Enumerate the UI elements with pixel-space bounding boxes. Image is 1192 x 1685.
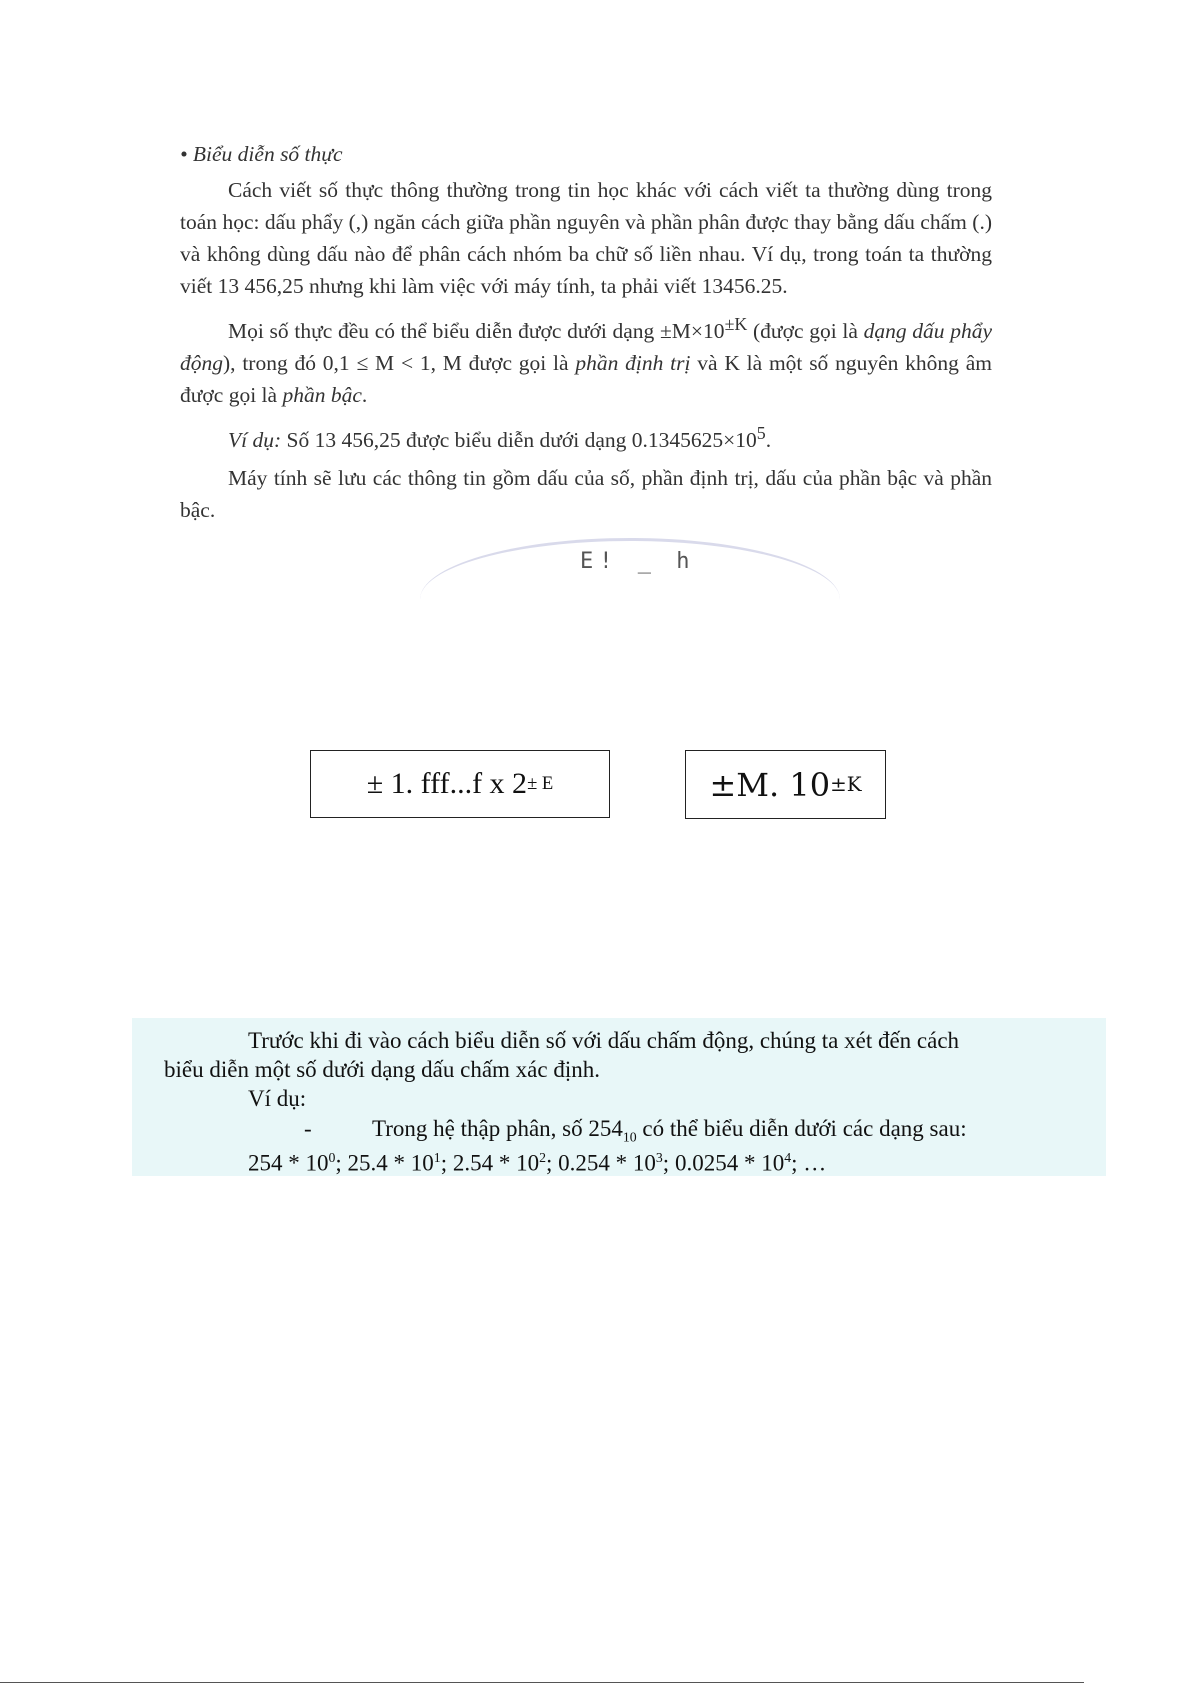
sep-3: ; [662,1150,675,1176]
example-3-exp: 3 [655,1150,663,1165]
example-0-exp: 0 [328,1150,336,1165]
p2-term-exponent: phần bậc [282,383,362,408]
example-1-exp: 1 [433,1150,441,1165]
ellipsis: … [803,1150,827,1176]
p2-text-d: và K là một số nguyên không âm được gọi là [180,351,992,408]
p2-text-c: ), trong đó 0,1 ≤ M < 1, M được gọi là [223,351,576,376]
sep-2: ; [546,1150,559,1176]
example-label: Ví dụ: [228,428,282,453]
formula-decimal-base: ±M. 10 [709,765,831,804]
p2-term-mantissa: phần định trị [575,351,691,376]
example-2-base: 2.54 * 10 [452,1150,540,1176]
formula-decimal-float [685,750,886,819]
paragraph-floating-point-form [180,308,992,411]
panel-line-1: Trước khi đi vào cách biểu diễn số với dấu chấm động, chúng ta xét đến cách [248,1028,960,1053]
example-exponent: 5 [756,423,766,444]
example-end: . [765,428,772,453]
formula-binary-exponent: ± E [527,773,554,794]
example-4-base: 0.0254 * 10 [674,1150,785,1176]
scanned-textbook-excerpt [180,138,992,574]
panel-example-label: Ví dụ: [248,1086,307,1111]
formula-decimal-exponent: ±K [830,773,862,796]
panel-line-2: biểu diễn một số dưới dạng dấu chấm xác định. [164,1057,600,1082]
footer-rule [0,1682,1084,1683]
example-0-base: 254 * 10 [248,1150,329,1176]
formula-binary-float [310,750,610,818]
example-text: Số 13 456,25 được biểu diễn dưới dạng 0.1345625×10 [281,428,757,453]
sep-0: ; [335,1150,348,1176]
example-3-base: 0.254 * 10 [558,1150,656,1176]
p2-text-a: Mọi số thực đều có thể biểu diễn được dưới dạng ±M×10 [228,319,725,344]
fixed-point-note-panel [132,1018,1106,1176]
p2-text-e: . [361,383,368,408]
line4-text-a: Trong hệ thập phân, số 254 [372,1116,623,1141]
panel-examples-row [248,1143,826,1178]
example-4-exp: 4 [784,1150,792,1165]
p2-exponent: ±K [724,314,748,334]
base-subscript: 10 [622,1129,637,1145]
example-2-exp: 2 [539,1150,546,1165]
paragraph-example [180,417,992,456]
formula-binary-base: ± 1. fff...f x 2 [366,767,528,800]
line4-text-b: có thể biểu diễn dưới các dạng sau: [636,1116,967,1141]
sep-4: ; [791,1150,804,1176]
panel-bullet-dash: - [304,1116,312,1141]
sep-1: ; [440,1150,453,1176]
paragraph-storage: Máy tính sẽ lưu các thông tin gồm dấu của số, phần định trị, dấu của phần bậc và phần bậc. [180,466,992,523]
cut-off-glyphs: E! _ h [580,549,696,574]
example-1-base: 25.4 * 10 [347,1150,434,1176]
p2-text-b: (được gọi là [747,319,864,344]
paragraph-real-number-notation: Cách viết số thực thông thường trong tin học khác với cách viết ta thường dùng trong toán học: dấu phẩy (,) ngăn cách giữa phần nguyên và phần phân được thay bằng dấu chấm (.) và không dùng dấu nào để phân cách nhóm ba chữ số liền nhau. Ví dụ, trong toán ta thường viết 13 456,25 nhưng khi làm việc với máy tính, ta phải viết 13456.25. [180,178,992,298]
section-heading: • Biểu diễn số thực [180,142,343,166]
p2-term-floating: dạng dấu phẩy động [180,319,993,376]
